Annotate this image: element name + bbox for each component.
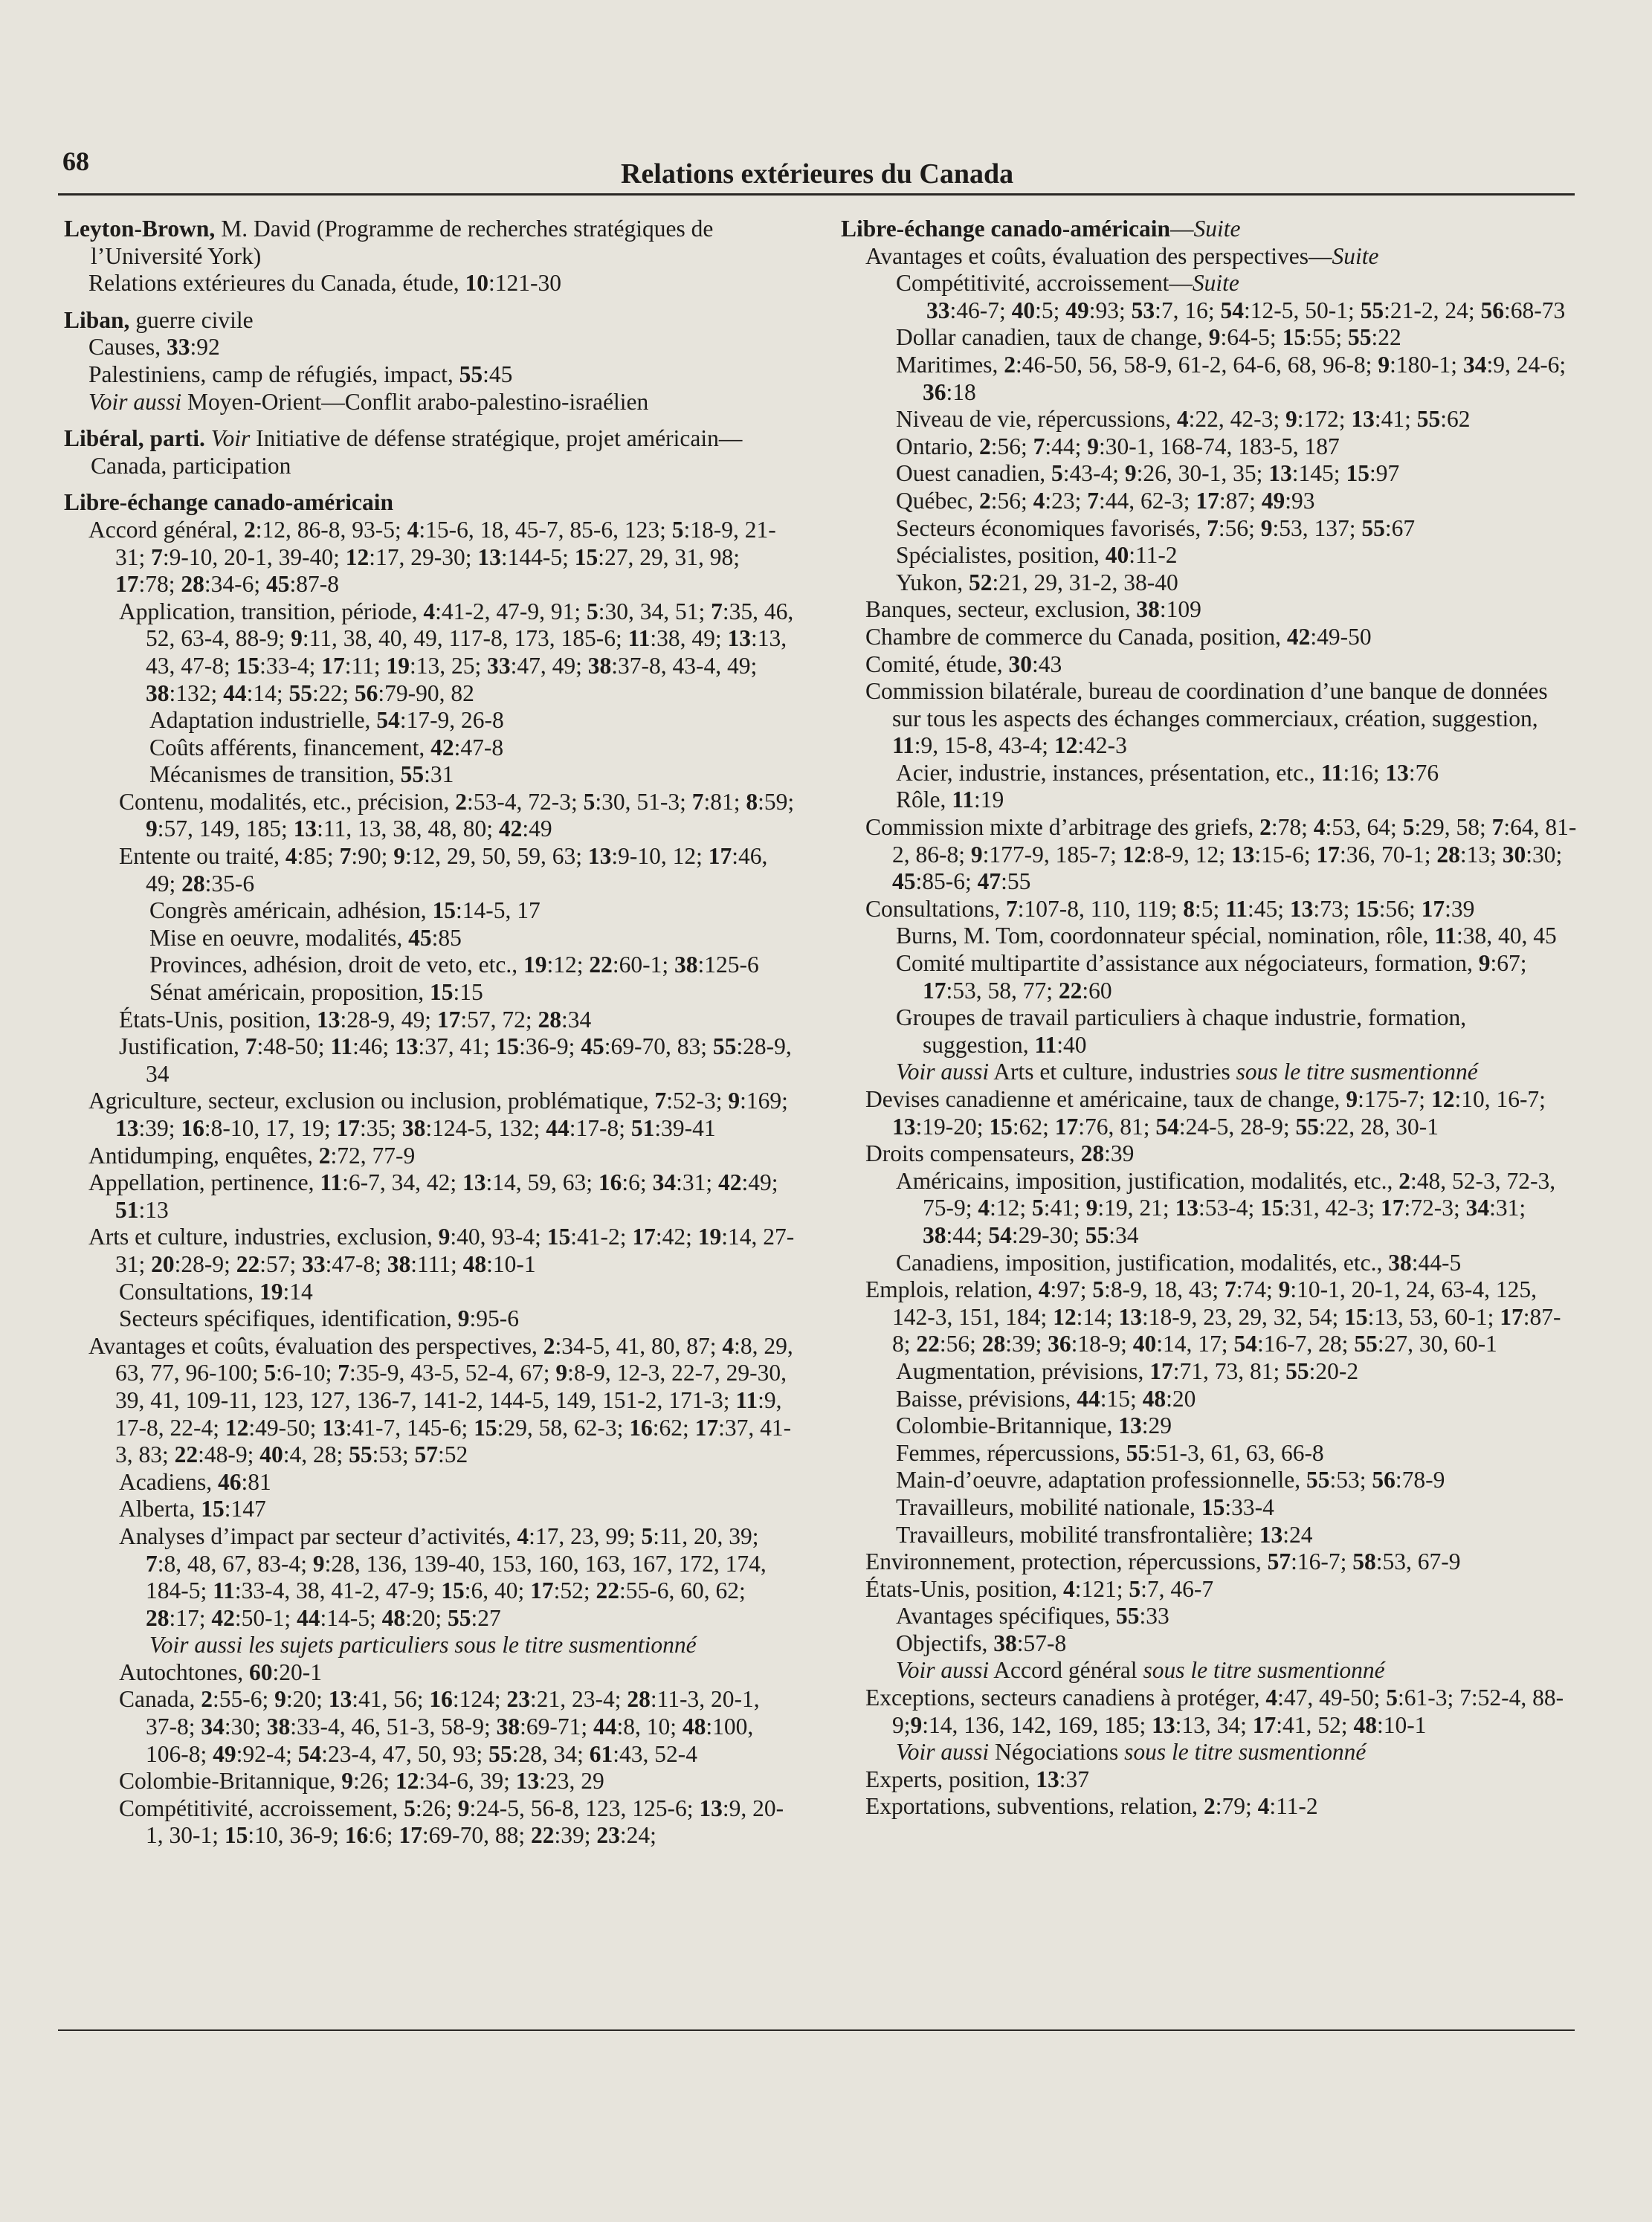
index-entry: Liban, guerre civile [64,306,254,333]
index-entry: Femmes, répercussions, 55:51-3, 61, 63, 66-8 [896,1439,1324,1466]
index-entry: Québec, 2:56; 4:23; 7:44, 62-3; 17:87; 49:93 [896,487,1315,514]
index-entry: Commission mixte d’arbitrage des griefs, 2:78; 4:53, 64; 5:29, 58; 7:64, 81-2, 86-8; 9:177-9, 185-7; 12:8-9, 12; 13:15-6; 17:36, 70-1; 28:13; 30:30; 45:85-6; 47:55 [865,814,1577,895]
index-entry: Commission bilatérale, bureau de coordination d’une banque de données sur tous les aspects des échanges commerciaux, création, suggestion, 11:9, 15-8, 43-4; 12:42-3 [865,678,1548,759]
index-entry: Libéral, parti. Voir Initiative de défense stratégique, projet américain—Canada, participation [64,425,743,479]
index-entry: Comité multipartite d’assistance aux négociateurs, formation, 9:67; 17:53, 58, 77; 22:60 [896,950,1527,1004]
index-column-left [64,216,796,1850]
index-entry: Mécanismes de transition, 55:31 [149,761,454,788]
footer-rule [58,2029,1575,2031]
index-entry: Congrès américain, adhésion, 15:14-5, 17 [149,897,541,924]
index-entry: Arts et culture, industries, exclusion, 9:40, 93-4; 15:41-2; 17:42; 19:14, 27-31; 20:28-9; 22:57; 33:47-8; 38:111; 48:10-1 [88,1224,795,1277]
index-column-right [841,216,1577,1821]
index-entry: Canadiens, imposition, justification, modalités, etc., 38:44-5 [896,1249,1462,1276]
index-entry: Droits compensateurs, 28:39 [865,1140,1135,1167]
index-entry: Groupes de travail particuliers à chaque industrie, formation, suggestion, 11:40 [896,1004,1467,1058]
index-entry: Application, transition, période, 4:41-2, 47-9, 91; 5:30, 34, 51; 7:35, 46, 52, 63-4, 88-9; 9:11, 38, 40, 49, 117-8, 173, 185-6; 11:38, 49; 13:13, 43, 47-8; 15:33-4; 17:11; 19:13, 25; 33:47, 49; 38:37-8, 43-4, 49; 38:132; 44:14; 55:22; 56:79-90, 82 [119,598,794,706]
index-entry: Comité, étude, 30:43 [865,650,1062,677]
index-entry: Avantages et coûts, évaluation des perspectives—Suite [865,242,1379,269]
index-entry: États-Unis, position, 4:121; 5:7, 46-7 [865,1575,1214,1602]
index-entry: Coûts afférents, financement, 42:47-8 [149,734,504,760]
index-entry: Compétitivité, accroissement—Suite [896,270,1239,297]
index-entry: Spécialistes, position, 40:11-2 [896,542,1178,569]
index-entry: Entente ou traité, 4:85; 7:90; 9:12, 29, 50, 59, 63; 13:9-10, 12; 17:46, 49; 28:35-6 [119,843,768,897]
index-entry: Adaptation industrielle, 54:17-9, 26-8 [149,707,504,734]
index-entry: Contenu, modalités, etc., précision, 2:53-4, 72-3; 5:30, 51-3; 7:81; 8:59; 9:57, 149, 185; 13:11, 13, 38, 48, 80; 42:49 [119,788,795,842]
index-entry: Consultations, 19:14 [119,1278,313,1305]
index-entry: Compétitivité, accroissement, 5:26; 9:24-5, 56-8, 123, 125-6; 13:9, 20-1, 30-1; 15:10, 36-9; 16:6; 17:69-70, 88; 22:39; 23:24; [119,1795,784,1849]
index-entry: 33:46-7; 40:5; 49:93; 53:7, 16; 54:12-5, 50-1; 55:21-2, 24; 56:68-73 [926,297,1566,323]
index-entry: Augmentation, prévisions, 17:71, 73, 81; 55:20-2 [896,1357,1359,1384]
index-entry: Mise en oeuvre, modalités, 45:85 [149,924,462,951]
index-entry: Palestiniens, camp de réfugiés, impact, 55:45 [88,361,513,387]
index-entry: Acier, industrie, instances, présentation, etc., 11:16; 13:76 [896,759,1439,786]
index-entry: Autochtones, 60:20-1 [119,1659,322,1685]
index-entry: Niveau de vie, répercussions, 4:22, 42-3; 9:172; 13:41; 55:62 [896,406,1471,433]
index-entry: Leyton-Brown, M. David (Programme de recherches stratégiques de l’Université York) [64,216,714,269]
index-entry: Analyses d’impact par secteur d’activités, 4:17, 23, 99; 5:11, 20, 39; 7:8, 48, 67, 83-4; 9:28, 136, 139-40, 153, 160, 163, 167, 172, 174, 184-5; 11:33-4, 38, 41-2, 47-9; 15:6, 40; 17:52; 22:55-6, 60, 62; 28:17; 42:50-1; 44:14-5; 48:20; 55:27 [119,1522,767,1631]
index-entry: Yukon, 52:21, 29, 31-2, 38-40 [896,569,1178,595]
index-entry: Maritimes, 2:46-50, 56, 58-9, 61-2, 64-6, 68, 96-8; 9:180-1; 34:9, 24-6; 36:18 [896,351,1567,405]
index-entry: Américains, imposition, justification, modalités, etc., 2:48, 52-3, 72-3, 75-9; 4:12; 5:41; 9:19, 21; 13:53-4; 15:31, 42-3; 17:72-3; 34:31; 38:44; 54:29-30; 55:34 [896,1167,1556,1248]
index-entry: Accord général, 2:12, 86-8, 93-5; 4:15-6, 18, 45-7, 85-6, 123; 5:18-9, 21-31; 7:9-10, 20-1, 39-40; 12:17, 29-30; 13:144-5; 15:27, 29, 31, 98; 17:78; 28:34-6; 45:87-8 [88,516,776,598]
index-entry: Experts, position, 13:37 [865,1766,1090,1792]
index-entry: Canada, 2:55-6; 9:20; 13:41, 56; 16:124; 23:21, 23-4; 28:11-3, 20-1, 37-8; 34:30; 38:33-4, 46, 51-3, 58-9; 38:69-71; 44:8, 10; 48:100, 106-8; 49:92-4; 54:23-4, 47, 50, 93; 55:28, 34; 61:43, 52-4 [119,1686,760,1767]
index-entry: Secteurs spécifiques, identification, 9:95-6 [119,1305,519,1332]
index-entry: Avantages et coûts, évaluation des perspectives, 2:34-5, 41, 80, 87; 4:8, 29, 63, 77, 96-100; 5:6-10; 7:35-9, 43-5, 52-4, 67; 9:8-9, 12-3, 22-7, 29-30, 39, 41, 109-11, 123, 127, 136-7, 141-2, 144-5, 149, 151-2, 171-3; 11:9, 17-8, 22-4; 12:49-50; 13:41-7, 145-6; 15:29, 58, 62-3; 16:62; 17:37, 41-3, 83; 22:48-9; 40:4, 28; 55:53; 57:52 [88,1332,793,1468]
index-entry: Objectifs, 38:57-8 [896,1630,1067,1656]
index-entry: Colombie-Britannique, 13:29 [896,1412,1172,1439]
index-entry: Chambre de commerce du Canada, position, 42:49-50 [865,623,1372,650]
index-entry: Acadiens, 46:81 [119,1468,271,1495]
index-entry: Provinces, adhésion, droit de veto, etc., 19:12; 22:60-1; 38:125-6 [149,952,759,978]
index-entry: Avantages spécifiques, 55:33 [896,1603,1169,1630]
index-entry: Exportations, subventions, relation, 2:79; 4:11-2 [865,1793,1318,1820]
index-entry: Causes, 33:92 [88,334,220,361]
index-entry: États-Unis, position, 13:28-9, 49; 17:57, 72; 28:34 [119,1006,592,1033]
index-entry: Travailleurs, mobilité transfrontalière; 13:24 [896,1521,1313,1548]
index-entry: Rôle, 11:19 [896,787,1004,813]
running-title: Relations extérieures du Canada [621,158,1014,190]
index-entry: Alberta, 15:147 [119,1496,266,1522]
index-entry: Emplois, relation, 4:97; 5:8-9, 18, 43; 7:74; 9:10-1, 20-1, 24, 63-4, 125, 142-3, 151, 184; 12:14; 13:18-9, 23, 29, 32, 54; 15:13, 53, 60-1; 17:87-8; 22:56; 28:39; 36:18-9; 40:14, 17; 54:16-7, 28; 55:27, 30, 60-1 [865,1276,1561,1357]
index-entry: Dollar canadien, taux de change, 9:64-5; 15:55; 55:22 [896,324,1401,351]
index-entry: Travailleurs, mobilité nationale, 15:33-4 [896,1493,1274,1520]
index-entry: Burns, M. Tom, coordonnateur spécial, nomination, rôle, 11:38, 40, 45 [896,923,1557,949]
page-number: 68 [62,146,89,176]
index-entry: Devises canadienne et américaine, taux de change, 9:175-7; 12:10, 16-7; 13:19-20; 15:62; 17:76, 81; 54:24-5, 28-9; 55:22, 28, 30-1 [865,1086,1546,1140]
index-entry: Consultations, 7:107-8, 110, 119; 8:5; 11:45; 13:73; 15:56; 17:39 [865,895,1475,922]
index-entry: Voir aussi les sujets particuliers sous le titre susmentionné [149,1632,697,1659]
index-entry: Justification, 7:48-50; 11:46; 13:37, 41; 15:36-9; 45:69-70, 83; 55:28-9, 34 [119,1033,792,1087]
index-entry: Antidumping, enquêtes, 2:72, 77-9 [88,1142,416,1169]
index-entry: Ouest canadien, 5:43-4; 9:26, 30-1, 35; 13:145; 15:97 [896,460,1400,487]
index-entry: Libre-échange canado-américain—Suite [841,216,1241,242]
index-entry: Voir aussi Accord général sous le titre susmentionné [896,1657,1385,1684]
index-entry: Banques, secteur, exclusion, 38:109 [865,596,1201,623]
header-rule [58,193,1575,196]
index-entry: Exceptions, secteurs canadiens à protéger, 4:47, 49-50; 5:61-3; 7:52-4, 88-9;9:14, 136, 142, 169, 185; 13:13, 34; 17:41, 52; 48:10-1 [865,1685,1564,1738]
index-entry: Voir aussi Arts et culture, industries sous le titre susmentionné [896,1059,1478,1085]
index-entry: Baisse, prévisions, 44:15; 48:20 [896,1385,1196,1412]
index-entry: Voir aussi Moyen-Orient—Conflit arabo-palestino-israélien [88,388,649,415]
index-entry: Voir aussi Négociations sous le titre susmentionné [896,1739,1367,1766]
index-entry: Agriculture, secteur, exclusion ou inclusion, problématique, 7:52-3; 9:169; 13:39; 16:8-10, 17, 19; 17:35; 38:124-5, 132; 44:17-8; 51:39-41 [88,1088,788,1141]
index-entry: Environnement, protection, répercussions, 57:16-7; 58:53, 67-9 [865,1548,1461,1575]
index-entry: Relations extérieures du Canada, étude, 10:121-30 [88,270,561,297]
index-entry: Appellation, pertinence, 11:6-7, 34, 42; 13:14, 59, 63; 16:6; 34:31; 42:49; 51:13 [88,1169,778,1223]
index-entry: Ontario, 2:56; 7:44; 9:30-1, 168-74, 183-5, 187 [896,433,1340,459]
index-entry: Sénat américain, proposition, 15:15 [149,979,483,1006]
index-entry: Libre-échange canado-américain [64,489,393,516]
index-entry: Secteurs économiques favorisés, 7:56; 9:53, 137; 55:67 [896,514,1416,541]
index-entry: Main-d’oeuvre, adaptation professionnelle, 55:53; 56:78-9 [896,1467,1445,1493]
index-entry: Colombie-Britannique, 9:26; 12:34-6, 39; 13:23, 29 [119,1768,604,1795]
